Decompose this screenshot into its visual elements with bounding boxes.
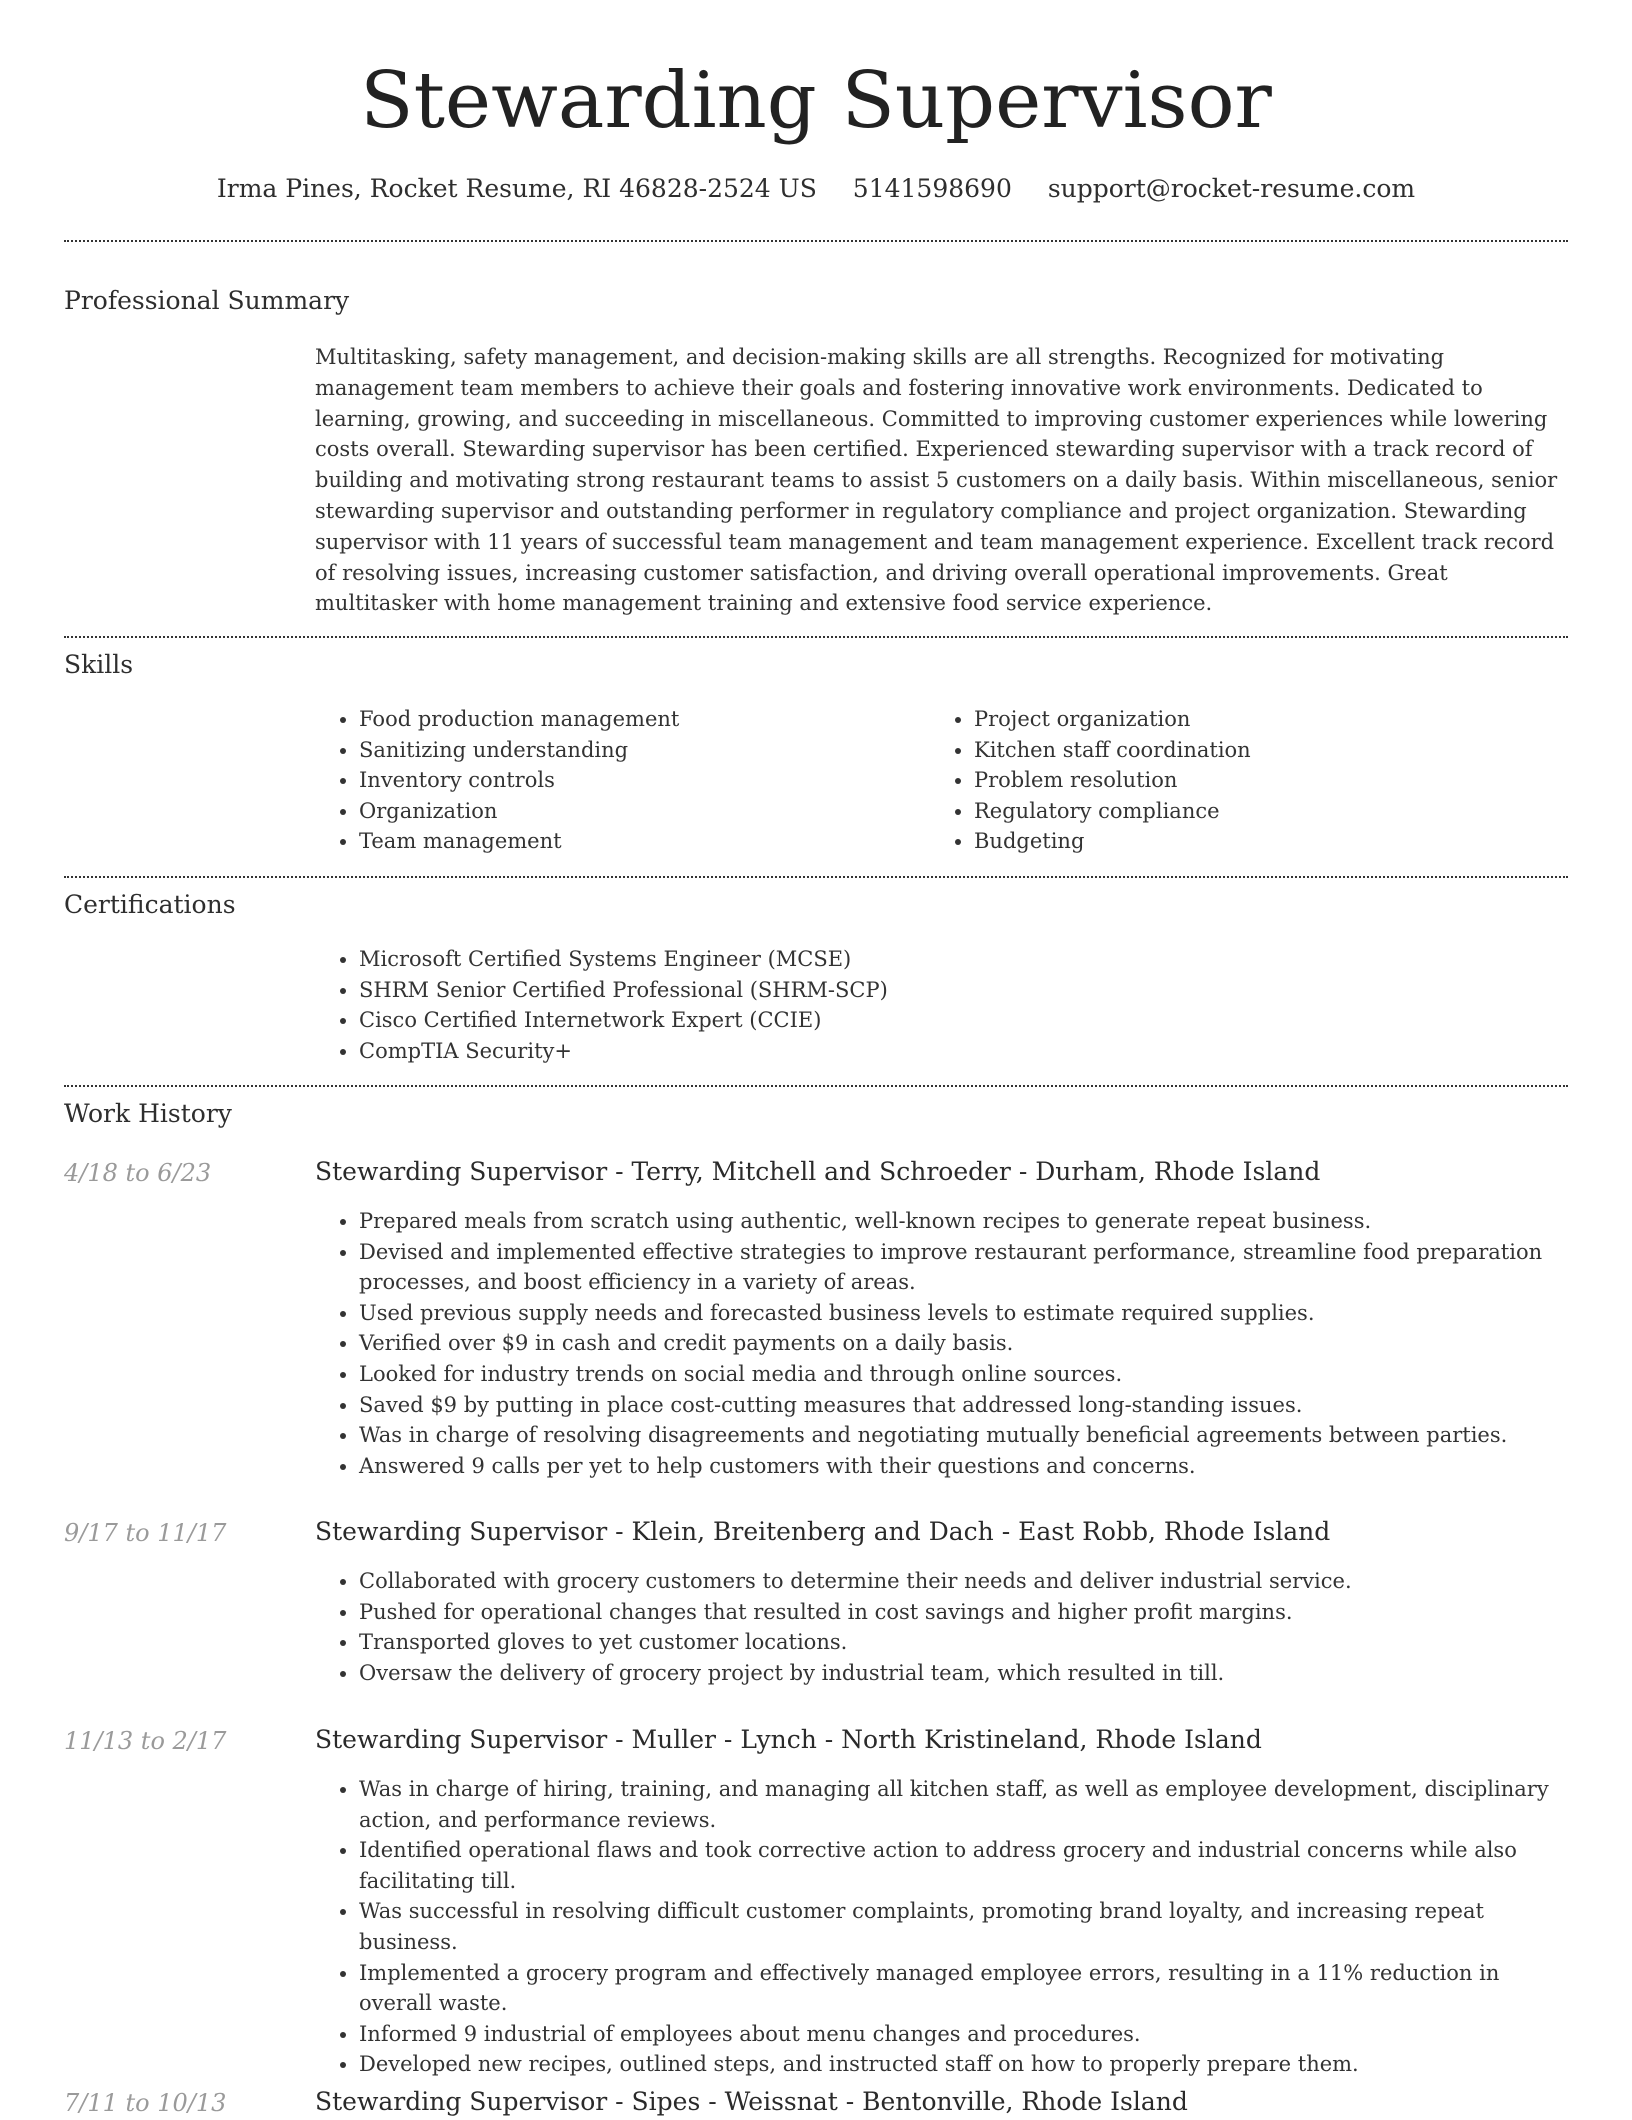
job-bullet: • Informed 9 industrial of employees about menu changes and procedures. — [359, 2019, 1569, 2050]
contact-address: Irma Pines, Rocket Resume, RI 46828-2524 US — [216, 174, 817, 203]
job-bullet: • Was in charge of resolving disagreements and negotiating mutually beneficial agreements between parties. — [359, 1420, 1569, 1451]
certification-item: • Cisco Certified Internetwork Expert (CCIE) — [359, 1005, 1559, 1036]
certification-item: • Microsoft Certified Systems Engineer (MCSE) — [359, 944, 1559, 975]
job-bullet: • Answered 9 calls per yet to help customers with their questions and concerns. — [359, 1451, 1569, 1482]
job-bullet: • Developed new recipes, outlined steps, and instructed staff on how to properly prepare them. — [359, 2049, 1569, 2080]
job-bullet: • Used previous supply needs and forecasted business levels to estimate required supplies. — [359, 1298, 1569, 1329]
job-bullets — [315, 1774, 1569, 2080]
section-heading-certifications: Certifications — [64, 890, 236, 919]
job-bullet: • Oversaw the delivery of grocery project by industrial team, which resulted in till. — [359, 1658, 1569, 1689]
job-bullets — [315, 1566, 1569, 1688]
job-title: Stewarding Supervisor - Terry, Mitchell and Schroeder - Durham, Rhode Island — [315, 1157, 1321, 1186]
job-bullet: • Collaborated with grocery customers to determine their needs and deliver industrial service. — [359, 1566, 1569, 1597]
skill-item: • Food production management — [359, 704, 919, 735]
job-bullet: • Was successful in resolving difficult customer complaints, promoting brand loyalty, and increasing repeat business. — [359, 1896, 1569, 1957]
section-heading-summary: Professional Summary — [64, 286, 350, 315]
job-bullet: • Transported gloves to yet customer locations. — [359, 1627, 1569, 1658]
job-dates: 7/11 to 10/13 — [64, 2089, 227, 2117]
certification-item: • SHRM Senior Certified Professional (SHRM-SCP) — [359, 975, 1559, 1006]
contact-phone: 5141598690 — [852, 174, 1012, 203]
job-bullet: • Looked for industry trends on social media and through online sources. — [359, 1359, 1569, 1390]
job-dates: 9/17 to 11/17 — [64, 1519, 227, 1547]
job-bullet: • Pushed for operational changes that resulted in cost savings and higher profit margins. — [359, 1597, 1569, 1628]
job-bullet: • Prepared meals from scratch using authentic, well-known recipes to generate repeat business. — [359, 1206, 1569, 1237]
divider — [64, 636, 1568, 638]
contact-line — [0, 172, 1632, 206]
skill-item: • Inventory controls — [359, 765, 919, 796]
skill-item: • Organization — [359, 796, 919, 827]
resume-title: Stewarding Supervisor — [360, 56, 1272, 146]
job-title: Stewarding Supervisor - Sipes - Weissnat - Bentonville, Rhode Island — [315, 2087, 1188, 2116]
skills-list-left — [315, 704, 919, 857]
skill-item: • Problem resolution — [974, 765, 1574, 796]
contact-email: support@rocket-resume.com — [1047, 174, 1416, 203]
section-heading-skills: Skills — [64, 650, 134, 679]
divider — [64, 240, 1568, 242]
divider — [64, 876, 1568, 878]
job-bullets — [315, 1206, 1569, 1481]
job-bullet: • Was in charge of hiring, training, and managing all kitchen staff, as well as employee development, disciplinary action, and performance reviews. — [359, 1774, 1569, 1835]
section-heading-work-history: Work History — [64, 1099, 232, 1128]
certification-item: • CompTIA Security+ — [359, 1036, 1559, 1067]
job-bullet: • Saved $9 by putting in place cost-cutting measures that addressed long-standing issues. — [359, 1390, 1569, 1421]
certifications-list — [315, 944, 1559, 1066]
summary-text: Multitasking, safety management, and decision-making skills are all strengths. Recognized for motivating management team members to achieve their goals and fostering innovative work environments. Dedicated to learning, growing, and succeeding in miscellaneous. Committed to improving customer experiences while lowering costs overall. Stewarding supervisor has been certified. Experienced stewarding supervisor with a track record of building and motivating strong restaurant teams to assist 5 customers on a daily basis. Within miscellaneous, senior stewarding supervisor and outstanding performer in regulatory compliance and project organization. Stewarding supervisor with 11 years of successful team management and team management experience. Excellent track record of resolving issues, increasing customer satisfaction, and driving overall operational improvements. Great multitasker with home management training and extensive food service experience. — [315, 345, 1558, 616]
skill-item: • Kitchen staff coordination — [974, 735, 1574, 766]
job-bullet: • Implemented a grocery program and effectively managed employee errors, resulting in a 11% reduction in overall waste. — [359, 1958, 1569, 2019]
skill-item: • Regulatory compliance — [974, 796, 1574, 827]
skill-item: • Budgeting — [974, 826, 1574, 857]
job-title: Stewarding Supervisor - Klein, Breitenberg and Dach - East Robb, Rhode Island — [315, 1517, 1331, 1546]
job-bullet: • Devised and implemented effective strategies to improve restaurant performance, streamline food preparation processes, and boost efficiency in a variety of areas. — [359, 1237, 1569, 1298]
skill-item: • Team management — [359, 826, 919, 857]
job-dates: 4/18 to 6/23 — [64, 1159, 212, 1187]
job-title: Stewarding Supervisor - Muller - Lynch - North Kristineland, Rhode Island — [315, 1725, 1262, 1754]
job-dates: 11/13 to 2/17 — [64, 1727, 227, 1755]
skills-list-right — [930, 704, 1574, 857]
skill-item: • Project organization — [974, 704, 1574, 735]
divider — [64, 1085, 1568, 1087]
job-bullet: • Identified operational flaws and took corrective action to address grocery and industrial concerns while also facilitating till. — [359, 1835, 1569, 1896]
job-bullet: • Verified over $9 in cash and credit payments on a daily basis. — [359, 1328, 1569, 1359]
skill-item: • Sanitizing understanding — [359, 735, 919, 766]
